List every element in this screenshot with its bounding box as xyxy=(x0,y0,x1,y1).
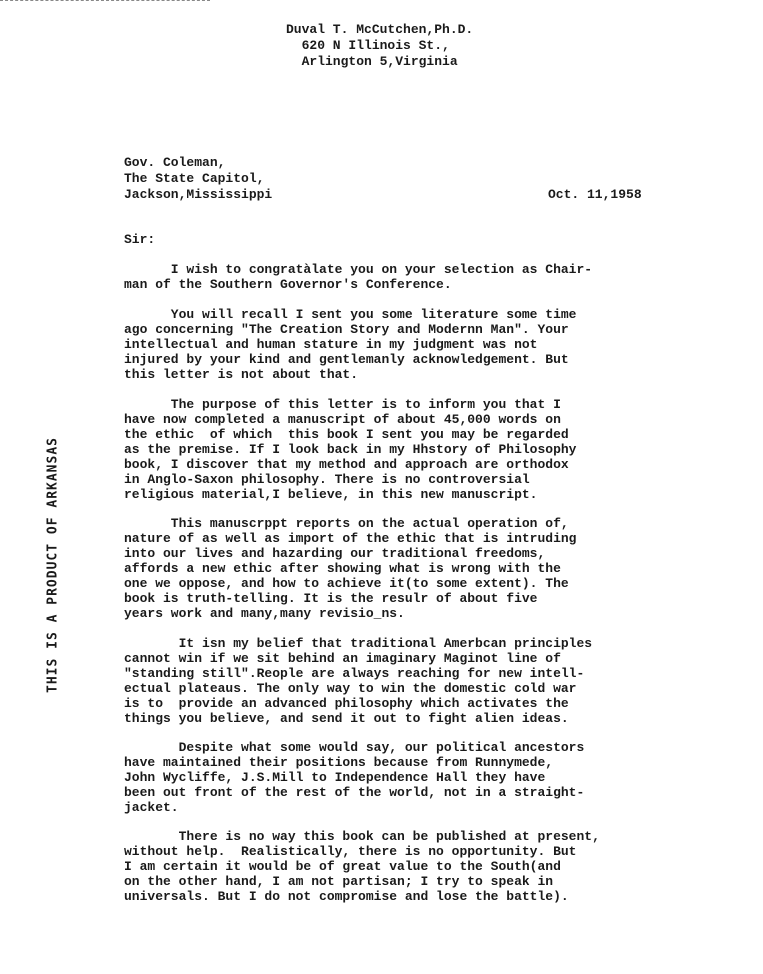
letterhead-address: Duval T. McCutchen,Ph.D. 620 N Illinois St., Arlington 5,Virginia xyxy=(286,22,474,69)
body-paragraph-3: The purpose of this letter is to inform you that I have now completed a manuscript of about 45,000 words on the ethic of which this book I sent you may be regarded as the premise. If I look back in my Hhstory of Philosophy book, I discover that my method and approach are orthodox in Anglo-Saxon philosophy. There is no controversial religious material,I believe, in this new manuscript. xyxy=(124,397,577,502)
body-paragraph-7: There is no way this book can be published at present, without help. Realistically, there is no opportunity. But I am certain it would be of great value to the South(and on the other hand, I am not partisan; I try to speak in universals. But I do not compromise and lose the battle). xyxy=(124,829,600,904)
body-paragraph-4: This manuscrppt reports on the actual operation of, nature of as well as import of the ethic that is intruding into our lives and hazarding our traditional freedoms, affords a new ethic after showing what is wrong with the one we oppose, and how to achieve it(to some extent). The book is truth-telling. It is the resulr of about five years work and many,many revisio_ns. xyxy=(124,516,577,621)
body-paragraph-1: I wish to congratàlate you on your selection as Chair- man of the Southern Governor's Conference. xyxy=(124,262,593,292)
letter-date: Oct. 11,1958 xyxy=(548,187,642,202)
body-paragraph-2: You will recall I sent you some literature some time ago concerning "The Creation Story and Modernn Man". Your intellectual and human stature in my judgment was not injured by your kind and gentlemanly acknowledgement. But this letter is not about that. xyxy=(124,307,577,382)
top-edge-dashes xyxy=(0,0,210,1)
salutation: Sir: xyxy=(124,232,156,247)
recipient-address: Gov. Coleman, The State Capitol, Jackson,Mississippi xyxy=(124,155,273,202)
body-paragraph-5: It isn my belief that traditional Amerbcan principles cannot win if we sit behind an imaginary Maginot line of "standing still".Reople are always reaching for new intell- ectual plateaus. The only way to win the domestic cold war is to provide an advanced philosophy which activates the things you believe, and send it out to fight alien ideas. xyxy=(124,636,593,726)
body-paragraph-6: Despite what some would say, our political ancestors have maintained their positions because from Runnymede, John Wycliffe, J.S.Mill to Independence Hall they have been out front of the rest of the world, not in a straight- jacket. xyxy=(124,740,585,815)
side-stamp-text: THIS IS A PRODUCT OF ARKANSAS xyxy=(45,437,61,693)
paper-watermark-stamp xyxy=(18,432,88,698)
